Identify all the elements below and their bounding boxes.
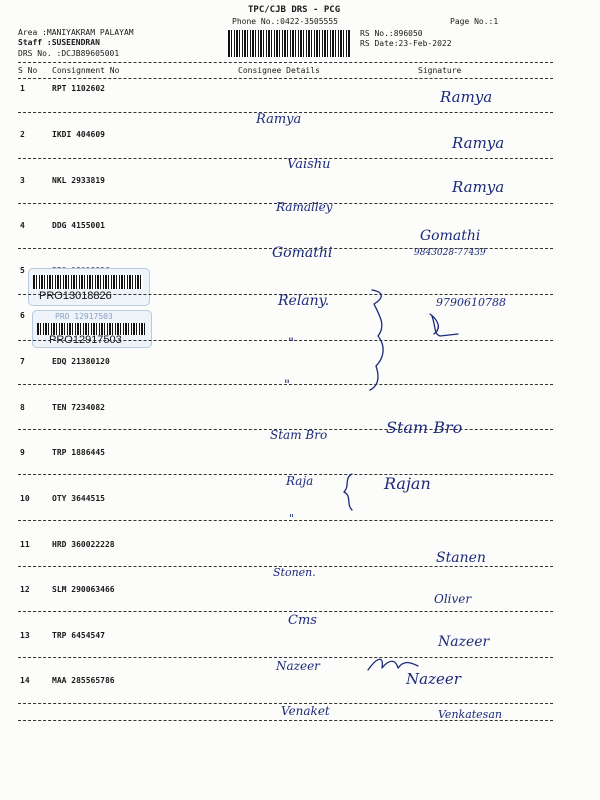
area-label: Area :MANIYAKRAM PALAYAM	[18, 28, 134, 37]
row-consignment: OTY 3644515	[52, 494, 105, 503]
row-consignee-name: "	[288, 336, 294, 351]
row-consignment: NKL 2933819	[52, 176, 105, 185]
row-signature: Ramya	[452, 178, 505, 196]
phone-number: Phone No.:0422-3505555	[232, 17, 338, 26]
row-consignee-name: Stonen.	[273, 566, 316, 579]
row-signature: Stanen	[436, 550, 486, 566]
row-signature-phone: 9790610788	[436, 296, 506, 309]
row-sno: 13	[20, 631, 30, 640]
row-signature-extra: Nazeer	[406, 670, 461, 688]
col-consignee-header: Consignee Details	[238, 66, 320, 75]
row-signature: Stam Bro	[386, 418, 463, 437]
row-divider	[18, 520, 553, 521]
row-signature: Gomathi	[420, 228, 481, 244]
row-consignee-name: Venaket	[281, 704, 330, 718]
brace-mark	[338, 472, 368, 512]
row-sno: 14	[20, 676, 30, 685]
row-consignee-name: Ramya	[256, 112, 302, 127]
signature-stroke	[428, 312, 468, 342]
row-sno: 9	[20, 448, 25, 457]
row-consignment: TRP 6454547	[52, 631, 105, 640]
row-divider	[18, 340, 553, 341]
row-sno: 12	[20, 585, 30, 594]
row-consignee-name: Cms	[288, 613, 317, 628]
header-barcode	[228, 30, 350, 57]
staff-label: Staff :SUSEENDRAN	[18, 38, 100, 47]
drs-number: DRS No. :DCJB89605001	[18, 49, 120, 58]
row-consignment: IKDI 404609	[52, 130, 105, 139]
row-sno: 3	[20, 176, 25, 185]
rs-number: RS No.:896050	[360, 29, 423, 38]
row-divider	[18, 657, 553, 658]
row-consignment: MAA 285565786	[52, 676, 115, 685]
row-consignee-name: Vaishu	[287, 157, 331, 172]
barcode-sticker	[28, 268, 150, 306]
row-consignment: SLM 290063466	[52, 585, 115, 594]
row-sno: 6	[20, 311, 25, 320]
row-consignee-name: Ramalley	[276, 200, 333, 214]
row-sno: 10	[20, 494, 30, 503]
ditto-mark: "	[284, 378, 290, 393]
row-divider	[18, 611, 553, 612]
row-sno: 8	[20, 403, 25, 412]
row-consignee-name: Raja	[286, 474, 314, 488]
row-sno: 1	[20, 84, 25, 93]
row-consignment: TEN 7234082	[52, 403, 105, 412]
col-consignment-header: Consignment No	[52, 66, 120, 75]
row-signature: Nazeer	[438, 634, 490, 650]
document-title: TPC/CJB DRS - PCG	[248, 5, 341, 15]
brace-mark	[350, 286, 410, 396]
row-signature: Ramya	[452, 134, 505, 152]
sticker-faded-code: PRO 12917503	[55, 312, 113, 321]
row-signature: Rajan	[384, 474, 431, 493]
ditto-mark: "	[289, 512, 295, 525]
barcode-sticker	[32, 310, 152, 348]
row-consignment: HRD 360022228	[52, 540, 115, 549]
sticker-code: PRO13018826	[39, 290, 112, 302]
row-consignment: DDG 4155001	[52, 221, 105, 230]
row-consignee-name: Stam Bro	[270, 428, 328, 442]
row-consignee-name: Relany.	[278, 293, 330, 309]
row-signature: Oliver	[434, 592, 472, 606]
row-signature-phone: 9843028-77439	[414, 248, 486, 258]
header-divider	[18, 62, 553, 63]
row-sno: 2	[20, 130, 25, 139]
row-sno: 7	[20, 357, 25, 366]
row-consignment: RPT 1102602	[52, 84, 105, 93]
sticker-code: PRO12917503	[49, 334, 122, 346]
row-divider	[18, 158, 553, 159]
row-sno: 5	[20, 266, 25, 275]
column-header-divider	[18, 78, 553, 79]
col-sno-header: S No	[18, 66, 38, 75]
row-signature: Venkatesan	[438, 708, 502, 721]
row-consignment: TRP 1886445	[52, 448, 105, 457]
row-signature: Ramya	[440, 88, 493, 106]
sticker-barcode	[33, 275, 143, 289]
page-number: Page No.:1	[450, 17, 499, 26]
row-consignment: EDQ 21380120	[52, 357, 110, 366]
row-sno: 4	[20, 221, 25, 230]
rs-date: RS Date:23-Feb-2022	[360, 39, 452, 48]
col-signature-header: Signature	[418, 66, 462, 75]
row-divider	[18, 720, 553, 721]
row-sno: 11	[20, 540, 30, 549]
row-consignee-name: Nazeer	[276, 659, 320, 673]
row-consignee-name: Gomathi	[272, 245, 333, 261]
